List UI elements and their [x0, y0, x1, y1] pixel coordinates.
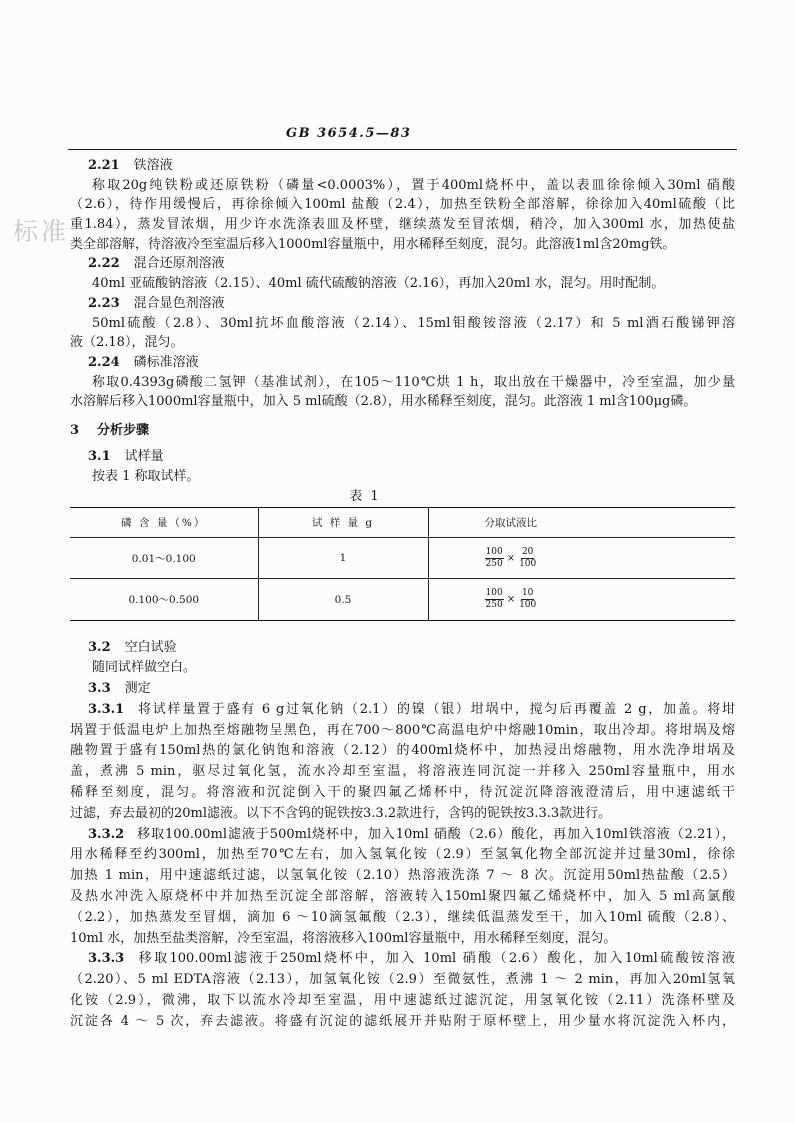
paragraph-line: 称取0.4393g磷酸二氢钾（基准试剂），在105～110℃烘 1 h，取出放在干燥器中，冷至室温，加少量	[92, 374, 735, 390]
sample-mass-section	[70, 447, 735, 487]
paragraph-line: 10ml 水，加热至盐类溶解，冷至室温，将溶液移入100ml容量瓶中，用水稀释至刻度，混匀。	[70, 930, 617, 946]
sample-mass-table	[70, 507, 735, 621]
cell-phosphorus-range: 0.01～0.100	[131, 552, 196, 565]
paragraph-line: 水溶解后移入1000ml容量瓶中，加入 5 ml硫酸（2.8），用水稀释至刻度，混匀。此溶液 1 ml含100μg磷。	[70, 394, 697, 410]
section-heading	[70, 679, 735, 700]
section-heading	[70, 638, 735, 658]
chapter-heading	[70, 421, 735, 441]
cell-sample-mass: 0.5	[258, 579, 428, 621]
fraction	[518, 588, 537, 611]
clause-number: 3.3.1	[88, 701, 125, 717]
section-number: 2.23	[88, 295, 120, 311]
paragraph-line: 40ml 亚硫酸钠溶液（2.15）、40ml 硫代硫酸钠溶液（2.16），再加入20ml 水，混匀。用时配制。	[92, 276, 665, 292]
column-header-sample-mass: 试 样 量 g	[258, 508, 428, 538]
section-heading	[70, 156, 735, 176]
header-rule	[68, 149, 737, 150]
section-title: 混合还原剂溶液	[133, 256, 225, 272]
paragraph-line: 加热 1 min，用中速滤纸过滤，以氢氧化铵（2.10）热溶液洗涤 7 ～ 8 次。沉淀用50ml热盐酸（2.5）	[70, 868, 735, 884]
section-number: 2.24	[88, 354, 120, 370]
paragraph-line: 及热水冲洗入原烧杯中并加热至沉淀全部溶解，溶液转入150ml聚四氟乙烯烧杯中，加入 5 ml高氯酸	[70, 888, 735, 904]
section-heading	[70, 294, 735, 314]
paragraph-line: （2.6），待作用缓慢后，再徐徐倾入100ml 盐酸（2.4），加热至铁粉全部溶解，徐徐加入40ml硫酸（比	[70, 197, 735, 213]
section-heading	[70, 353, 735, 373]
fraction-numerator: 100	[485, 588, 503, 598]
fraction-denominator: 250	[485, 558, 503, 569]
column-header-aliquot-ratio: 分取试液比	[428, 508, 735, 538]
paragraph-line: 称取20g纯铁粉或还原铁粉（磷量<0.0003%），置于400ml烧杯中，盖以表皿徐徐倾入30ml 硝酸	[92, 177, 735, 193]
chapter-title: 分析步骤	[97, 423, 150, 438]
section-heading	[70, 254, 735, 274]
fraction-denominator: 100	[519, 558, 537, 569]
reagents-block	[70, 156, 735, 412]
paragraph-line: 随同试样做空白。	[92, 660, 197, 675]
clause-first-line	[70, 825, 735, 846]
cell-sample-mass: 1	[258, 538, 428, 579]
section-title: 混合显色剂溶液	[133, 295, 225, 311]
section-number: 2.21	[88, 158, 120, 173]
paragraph-line: 盖，煮沸 5 min，驱尽过氧化氢，流水冷却至室温，将溶液连同沉淀一并移入 250ml容量瓶中，用水	[70, 764, 735, 780]
multiply-sign: ×	[506, 552, 516, 564]
fraction-denominator: 250	[485, 600, 503, 610]
fraction-denominator: 100	[519, 600, 537, 610]
paragraph-line: 稀释至刻度，混匀。将溶液和沉淀倒入干的聚四氟乙烯杯中，待沉淀沉降溶液澄清后，用中速滤纸干	[70, 784, 735, 800]
cell-aliquot-ratio	[428, 538, 735, 579]
section-title: 空白试验	[124, 640, 177, 655]
fraction-numerator: 10	[521, 588, 534, 598]
section-title: 磷标准溶液	[133, 354, 199, 370]
fraction-numerator: 20	[521, 546, 534, 557]
table-row	[70, 538, 735, 579]
section-title: 测定	[124, 681, 151, 696]
column-header-phosphorus-content: 磷 含 量（%）	[121, 517, 207, 529]
section-number: 3.3	[88, 681, 111, 696]
paragraph-line: 埚置于低温电炉上加热至熔融物呈黑色，再在700～800℃高温电炉中熔融10min，取出冷却。将坩埚及熔	[70, 722, 735, 738]
paragraph-line: 沉淀各 4 ～ 5 次，弃去滤液。将盛有沉淀的滤纸展开并贴附于原杯壁上，用少量水将沉淀洗入杯内，	[70, 1013, 735, 1029]
paragraph-text: 移取100.00ml滤液于500ml烧杯中，加入10ml 硝酸（2.6）酸化，再加入10ml铁溶液（2.21），	[136, 826, 735, 842]
section-number: 2.22	[88, 256, 120, 272]
paragraph-line: 用水稀释至约300ml，加热至70℃左右，加入氢氧化铵（2.9）至氢氧化物全部沉淀并过量30ml，徐徐	[70, 847, 735, 863]
paragraph-line: 融物置于盛有150ml热的氯化钠饱和溶液（2.12）的400ml烧杯中，加热浸出熔融物，用水洗净坩埚及	[70, 743, 735, 759]
blank-test-section	[70, 638, 735, 678]
fraction	[518, 547, 537, 570]
paragraph-line: 重1.84），蒸发冒浓烟，用少许水洗涤表皿及杯壁，继续蒸发至冒浓烟，稍冷，加入300ml 水，加热使盐	[70, 217, 735, 233]
paragraph-text: 移取100.00ml滤液于250ml烧杯中，加入 10ml 硝酸（2.6）酸化，加入10ml硫酸铵溶液	[136, 951, 735, 967]
paragraph-line: 过滤，弃去最初的20ml滤液。以下不含钨的铌铁按3.3.2款进行，含钨的铌铁按3.3.3款进行。	[70, 805, 612, 821]
determination-section	[70, 679, 735, 1033]
paragraph-line: 类全部溶解，待溶液冷至室温后移入1000ml容量瓶中，用水稀释至刻度，混匀。此溶液1ml含20mg铁。	[70, 236, 676, 252]
watermark: 标准	[13, 217, 70, 246]
paragraph-line: 按表 1 称取试样。	[92, 469, 200, 484]
section-number: 3.1	[88, 449, 111, 464]
multiply-sign: ×	[506, 594, 516, 605]
section-heading	[70, 447, 735, 467]
cell-phosphorus-range: 0.100～0.500	[128, 594, 200, 606]
chapter-number: 3	[70, 423, 80, 438]
fraction-numerator: 100	[485, 546, 503, 557]
clause-number: 3.3.3	[88, 951, 125, 967]
fraction	[485, 547, 504, 570]
paragraph-line: （2.2），加热蒸发至冒烟，滴加 6 ～10滴氢氟酸（2.3），继续低温蒸发至干，加入10ml 硫酸（2.8）、	[70, 909, 735, 925]
table-row	[70, 579, 735, 621]
fraction	[485, 588, 504, 611]
paragraph-line: 化铵（2.9），微沸，取下以流水冷却至室温，用中速滤纸过滤沉淀，用氢氧化铵（2.11）洗涤杯壁及	[70, 992, 735, 1008]
clause-first-line	[70, 949, 735, 970]
cell-aliquot-ratio	[428, 579, 735, 621]
table-caption: 表 1	[349, 489, 381, 504]
section-title: 试样量	[124, 449, 164, 464]
paragraph-line: 液（2.18），混匀。	[70, 335, 184, 351]
paragraph-line: （2.20）、5 ml EDTA溶液（2.13），加氢氧化铵（2.9）至微氨性，煮沸 1 ～ 2 min，再加入20ml氢氧	[70, 972, 735, 988]
standard-code-header: GB 3654.5—83	[286, 126, 412, 141]
clause-first-line	[70, 700, 735, 721]
clause-number: 3.3.2	[88, 826, 125, 842]
table-header-row	[70, 508, 735, 538]
section-title: 铁溶液	[133, 158, 173, 173]
paragraph-line: 50ml硫酸（2.8）、30ml抗坏血酸溶液（2.14）、15ml钼酸铵溶液（2.17）和 5 ml酒石酸锑钾溶	[92, 315, 735, 331]
section-number: 3.2	[88, 640, 111, 655]
paragraph-text: 将试样量置于盛有 6 g过氧化钠（2.1）的镍（银）坩埚中，搅匀后再覆盖 2 g，加盖。将坩	[136, 701, 735, 717]
